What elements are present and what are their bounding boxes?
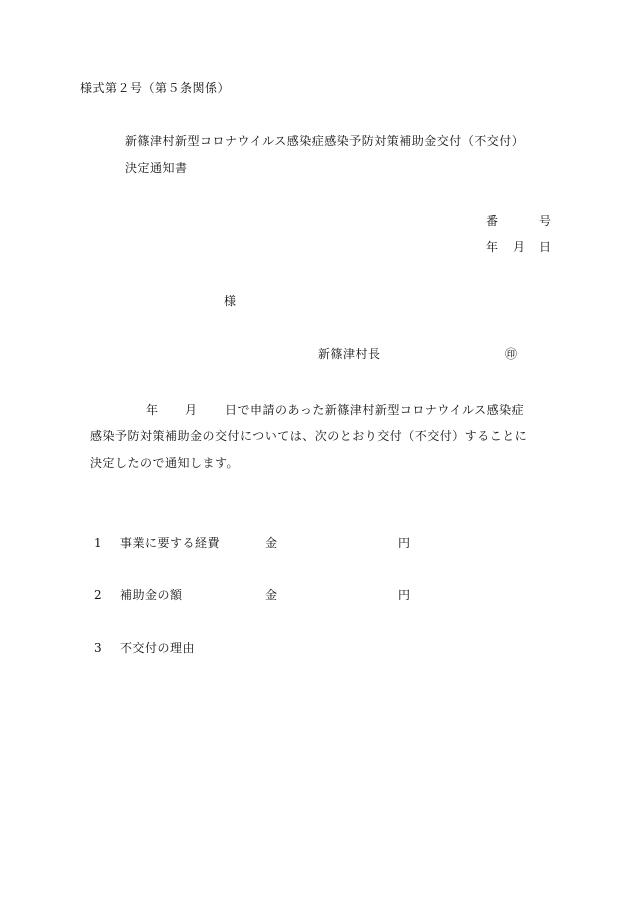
body-year-label: 年 — [146, 403, 159, 417]
issuer-name: 新篠津村長 — [318, 347, 381, 361]
item-number: 2 — [94, 588, 103, 602]
item-number: 3 — [94, 641, 103, 655]
item-unit-label: 円 — [398, 588, 411, 602]
body-month-label: 月 — [185, 403, 198, 417]
date-year-label: 年 — [486, 240, 499, 254]
body-text-line-1: 日で申請のあった新篠津村新型コロナウイルス感染症 — [225, 403, 525, 417]
number-label-go: 号 — [539, 214, 552, 228]
seal-mark: ㊞ — [505, 347, 518, 361]
number-label-ban: 番 — [486, 214, 499, 228]
body-text-line-3: 決定したので通知します。 — [90, 456, 240, 470]
item-label: 補助金の額 — [120, 588, 183, 602]
item-number: 1 — [94, 536, 103, 550]
recipient-honorific: 様 — [224, 294, 237, 308]
item-label: 不交付の理由 — [120, 641, 196, 655]
body-text-line-2: 感染予防対策補助金の交付については、次のとおり交付（不交付）することに — [90, 429, 528, 443]
document-title-line-2: 決定通知書 — [125, 161, 188, 175]
date-month-label: 月 — [513, 240, 526, 254]
item-unit-label: 円 — [398, 536, 411, 550]
form-label: 様式第２号（第５条関係） — [80, 81, 231, 95]
document-title-line-1: 新篠津村新型コロナウイルス感染症感染予防対策補助金交付（不交付） — [125, 134, 525, 148]
item-currency-label: 金 — [265, 588, 278, 602]
item-label: 事業に要する経費 — [120, 536, 221, 550]
date-day-label: 日 — [539, 240, 552, 254]
item-currency-label: 金 — [265, 536, 278, 550]
